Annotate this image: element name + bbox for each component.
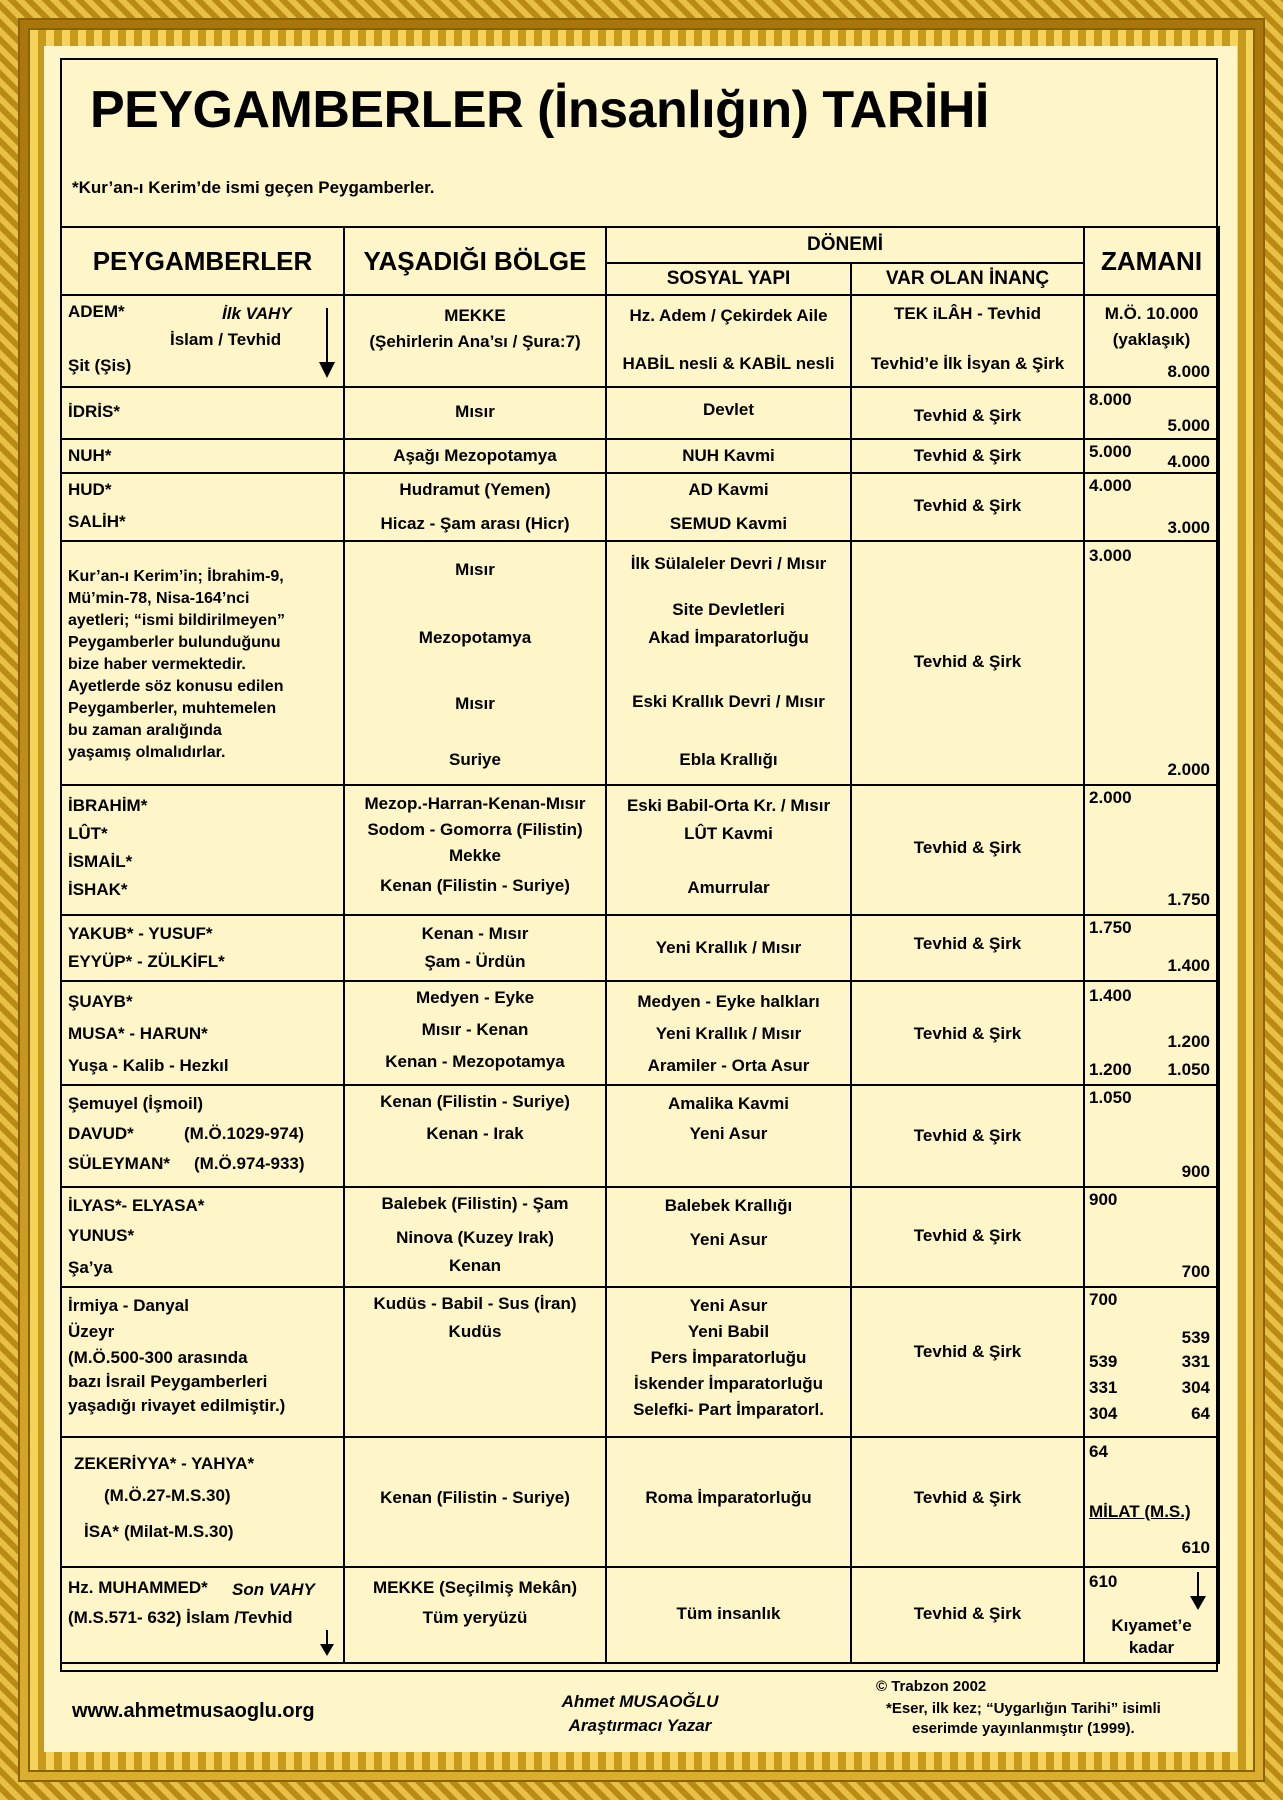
prophet-name: İSA* [84, 1522, 119, 1541]
region: Suriye [449, 750, 501, 769]
social-structure: Tüm insanlık [676, 1604, 781, 1623]
col-header-inanc: VAR OLAN İNANÇ [851, 263, 1084, 295]
table-row [61, 981, 1219, 1085]
social-structure: İlk Sülaleler Devri / Mısır [630, 554, 827, 573]
social-structure: Amurrular [687, 878, 770, 897]
note-line: yaşamış olmalıdırlar. [68, 744, 226, 761]
time-end: 610 [1181, 1538, 1210, 1557]
belief: Tevhid & Şirk [913, 1342, 1022, 1361]
time-start: 5.000 [1089, 442, 1132, 461]
col-header-donemi: DÖNEMİ [606, 227, 1084, 263]
table-row [61, 1437, 1219, 1567]
time-start: 610 [1089, 1572, 1118, 1591]
belief: TEK iLÂH - Tevhid [893, 304, 1041, 323]
region: Balebek (Filistin) - Şam [381, 1194, 569, 1213]
time-end: 4.000 [1167, 452, 1210, 471]
time-mark: 539 [1089, 1352, 1118, 1371]
first-revelation: İlk VAHY [222, 304, 292, 323]
region: Kenan (Filistin - Suriye) [380, 1488, 570, 1507]
region: Mısır - Kenan [421, 1020, 529, 1039]
table-row [61, 1085, 1219, 1187]
social-structure: Ebla Krallığı [679, 750, 778, 769]
social-structure: Yeni Krallık / Mısır [655, 938, 802, 957]
prophet-name: EYYÜP* - ZÜLKİFL* [68, 952, 225, 971]
prophet-dates: (Milat-M.S.30) [124, 1522, 234, 1541]
time-start: 700 [1089, 1290, 1118, 1309]
region: Hicaz - Şam arası (Hicr) [380, 514, 570, 533]
social-structure: İskender İmparatorluğu [634, 1374, 823, 1393]
table-row [61, 541, 1219, 785]
note-line: Peygamberler bulunduğunu [68, 634, 281, 651]
social-structure: Eski Krallık Devri / Mısır [632, 692, 825, 711]
time-end: 1.050 [1167, 1060, 1210, 1079]
note-line: Kur’an-ı Kerim’in; İbrahim-9, [68, 568, 284, 585]
note-line: bize haber vermektedir. [68, 656, 246, 673]
prophet-dates: (M.Ö.974-933) [194, 1154, 305, 1173]
time-end: 64 [1191, 1404, 1210, 1423]
social-structure: Devlet [702, 400, 755, 419]
region: Mısır [455, 402, 495, 421]
table-row [61, 439, 1219, 473]
author-name: Ahmet MUSAOĞLU [561, 1692, 719, 1711]
unnamed-prophets-note [68, 566, 285, 764]
prophet-name: NUH* [68, 446, 112, 465]
note-line: bu zaman aralığında [68, 722, 222, 739]
table-row [61, 1567, 1219, 1663]
region: Kenan - Mısır [421, 924, 529, 943]
region: MEKKE [444, 306, 506, 325]
time-start: 1.750 [1089, 918, 1132, 937]
prophet-name: İrmiya - Danyal [68, 1296, 189, 1315]
prophet-name: LÛT* [68, 824, 108, 843]
arrow-down-icon [317, 1630, 337, 1658]
region: Aşağı Mezopotamya [393, 446, 557, 465]
note-line: (M.Ö.500-300 arasında [68, 1348, 248, 1367]
social-structure: Hz. Adem / Çekirdek Aile [629, 306, 828, 325]
col-header-sosyal: SOSYAL YAPI [606, 263, 851, 295]
time-start: 8.000 [1089, 390, 1132, 409]
social-structure: Akad İmparatorluğu [648, 628, 809, 647]
islam-label: İslam / Tevhid [170, 330, 282, 349]
header-row [61, 227, 1219, 263]
time-end: Kıyamet’e [1111, 1616, 1192, 1635]
belief: Tevhid & Şirk [913, 838, 1022, 857]
belief: Tevhid’e İlk İsyan & Şirk [870, 354, 1065, 373]
region: Mısır [455, 560, 495, 579]
region: (Şehirlerin Ana’sı / Şura:7) [369, 332, 581, 351]
time-end: 1.750 [1167, 890, 1210, 909]
col-header-bolge: YAŞADIĞI BÖLGE [344, 227, 606, 295]
time-mark: 1.200 [1167, 1032, 1210, 1051]
social-structure: SEMUD Kavmi [669, 514, 788, 533]
note-line: ayetleri; “ismi bildirilmeyen” [68, 612, 285, 629]
time-mark: 1.200 [1089, 1060, 1132, 1079]
belief: Tevhid & Şirk [913, 406, 1022, 425]
prophet-name: ZEKERİYYA* - YAHYA* [74, 1454, 255, 1473]
prophet-name: Yuşa - Kalib - Hezkıl [68, 1056, 229, 1075]
region: Kenan - Irak [426, 1124, 524, 1143]
note-line: yaşadığı rivayet edilmiştir.) [68, 1396, 286, 1415]
table-row [61, 473, 1219, 541]
prophet-dates: (M.Ö.1029-974) [184, 1124, 304, 1143]
table-row [61, 1187, 1219, 1287]
arrow-down-icon [317, 308, 337, 380]
prophet-name: İDRİS* [68, 402, 120, 421]
prophet-name: SALİH* [68, 512, 126, 531]
prophet-dates: (M.S.571- 632) İslam /Tevhid [68, 1608, 293, 1627]
region: Kenan [449, 1256, 501, 1275]
publication-note: *Eser, ilk kez; “Uygarlığın Tarihi” isimli [886, 1700, 1161, 1717]
belief: Tevhid & Şirk [913, 1604, 1022, 1623]
page-title: PEYGAMBERLER (İnsanlığın) TARİHİ [90, 81, 989, 139]
social-structure: Yeni Asur [689, 1230, 768, 1249]
social-structure: NUH Kavmi [682, 446, 775, 465]
time-end: kadar [1128, 1638, 1175, 1657]
arrow-down-icon [1188, 1572, 1208, 1612]
prophet-name: HUD* [68, 480, 112, 499]
publication-note: eserimde yayınlanmıştır (1999). [912, 1720, 1135, 1737]
time-mark: 331 [1089, 1378, 1118, 1397]
prophet-name: İSHAK* [68, 880, 128, 899]
table-row [61, 295, 1219, 387]
social-structure: Selefki- Part İmparatorl. [633, 1400, 824, 1419]
social-structure: Medyen - Eyke halkları [637, 992, 820, 1011]
subtitle: *Kur’an-ı Kerim’de ismi geçen Peygamberler. [72, 178, 435, 197]
social-structure: HABİL nesli & KABİL nesli [622, 354, 835, 373]
region: Ninova (Kuzey Irak) [396, 1228, 554, 1247]
region: Kudüs [448, 1322, 502, 1341]
note-line: Ayetlerde söz konusu edilen [68, 678, 284, 695]
belief: Tevhid & Şirk [913, 934, 1022, 953]
col-header-zamani: ZAMANI [1084, 227, 1219, 295]
table-row [61, 785, 1219, 915]
last-revelation: Son VAHY [232, 1580, 315, 1599]
belief: Tevhid & Şirk [913, 1024, 1022, 1043]
website-link[interactable]: www.ahmetmusaoglu.org [72, 1700, 315, 1722]
time-end: 900 [1181, 1162, 1210, 1181]
social-structure: Yeni Krallık / Mısır [655, 1024, 802, 1043]
table-row [61, 1287, 1219, 1437]
prophet-name: Şit (Şis) [68, 356, 132, 375]
prophet-name: DAVUD* [68, 1124, 134, 1143]
time-end: 8.000 [1167, 362, 1210, 381]
region: Mezopotamya [418, 628, 532, 647]
prophet-name: ŞUAYB* [68, 992, 133, 1011]
time-start: 2.000 [1089, 788, 1132, 807]
social-structure: Balebek Krallığı [664, 1196, 793, 1215]
region: Kenan (Filistin - Suriye) [380, 1092, 570, 1111]
belief: Tevhid & Şirk [913, 1126, 1022, 1145]
belief: Tevhid & Şirk [913, 446, 1022, 465]
social-structure: Roma İmparatorluğu [645, 1488, 812, 1507]
social-structure: Yeni Asur [689, 1124, 768, 1143]
social-structure: Aramiler - Orta Asur [647, 1056, 810, 1075]
prophet-name: YAKUB* - YUSUF* [68, 924, 213, 943]
belief: Tevhid & Şirk [913, 1226, 1022, 1245]
time-start: M.Ö. 10.000 [1104, 304, 1199, 323]
prophet-name: ADEM* [68, 302, 125, 321]
time-mark: 331 [1181, 1352, 1210, 1371]
prophet-name: YUNUS* [68, 1226, 135, 1245]
time-mark: 304 [1181, 1378, 1210, 1397]
prophet-name: İSMAİL* [68, 852, 133, 871]
region: Mısır [455, 694, 495, 713]
region: Mezop.-Harran-Kenan-Mısır [364, 794, 586, 813]
table-row [61, 387, 1219, 439]
region: Hudramut (Yemen) [399, 480, 551, 499]
region: Kenan (Filistin - Suriye) [380, 876, 570, 895]
social-structure: Site Devletleri [672, 600, 785, 619]
copyright: © Trabzon 2002 [876, 1678, 987, 1695]
time-end: 5.000 [1167, 416, 1210, 435]
region: Kenan - Mezopotamya [385, 1052, 565, 1071]
social-structure: Yeni Babil [687, 1322, 770, 1341]
time-start: 4.000 [1089, 476, 1132, 495]
note-line: Peygamberler, muhtemelen [68, 700, 277, 717]
time-end: 2.000 [1167, 760, 1210, 779]
time-mark: 539 [1181, 1328, 1210, 1347]
social-structure: LÛT Kavmi [684, 824, 773, 843]
time-start: 64 [1089, 1442, 1108, 1461]
time-end: 1.400 [1167, 956, 1210, 975]
region: Sodom - Gomorra (Filistin) [367, 820, 583, 839]
prophet-dates: (M.Ö.27-M.S.30) [104, 1486, 231, 1505]
author-title: Araştırmacı Yazar [568, 1716, 712, 1735]
col-header-peygamberler: PEYGAMBERLER [61, 227, 344, 295]
region: Kudüs - Babil - Sus (İran) [373, 1294, 577, 1313]
belief: Tevhid & Şirk [913, 652, 1022, 671]
prophet-name: Üzeyr [68, 1322, 115, 1341]
region: Mekke [449, 846, 501, 865]
milat-label: MİLAT (M.S.) [1089, 1502, 1191, 1521]
time-start: 1.050 [1089, 1088, 1132, 1107]
time-start: 3.000 [1089, 546, 1132, 565]
prophet-name: SÜLEYMAN* [68, 1154, 171, 1173]
prophet-name: İBRAHİM* [68, 796, 148, 815]
social-structure: AD Kavmi [688, 480, 769, 499]
prophet-name: Şemuyel (İşmoil) [68, 1094, 204, 1113]
belief: Tevhid & Şirk [913, 1488, 1022, 1507]
prophet-name: Şa’ya [68, 1258, 113, 1277]
time-start: 900 [1089, 1190, 1118, 1209]
prophet-name: Hz. MUHAMMED* [68, 1578, 208, 1597]
region: MEKKE (Seçilmiş Mekân) [372, 1578, 578, 1597]
note-line: bazı İsrail Peygamberleri [68, 1372, 268, 1391]
prophet-name: MUSA* - HARUN* [68, 1024, 208, 1043]
prophet-name: İLYAS*- ELYASA* [68, 1196, 205, 1215]
time-start: 1.400 [1089, 986, 1132, 1005]
time-mark: 304 [1089, 1404, 1118, 1423]
social-structure: Yeni Asur [689, 1296, 768, 1315]
belief: Tevhid & Şirk [913, 496, 1022, 515]
region: Tüm yeryüzü [422, 1608, 528, 1627]
note-line: Mü’min-78, Nisa-164’nci [68, 590, 250, 607]
prophets-table [60, 226, 1220, 1664]
region: Şam - Ürdün [424, 952, 526, 971]
region: Medyen - Eyke [415, 988, 535, 1007]
social-structure: Pers İmparatorluğu [650, 1348, 807, 1367]
social-structure: Amalika Kavmi [668, 1094, 789, 1113]
table-row [61, 915, 1219, 981]
time-end: 700 [1181, 1262, 1210, 1281]
time-note: (yaklaşık) [1112, 330, 1191, 349]
time-end: 3.000 [1167, 518, 1210, 537]
social-structure: Eski Babil-Orta Kr. / Mısır [626, 796, 831, 815]
